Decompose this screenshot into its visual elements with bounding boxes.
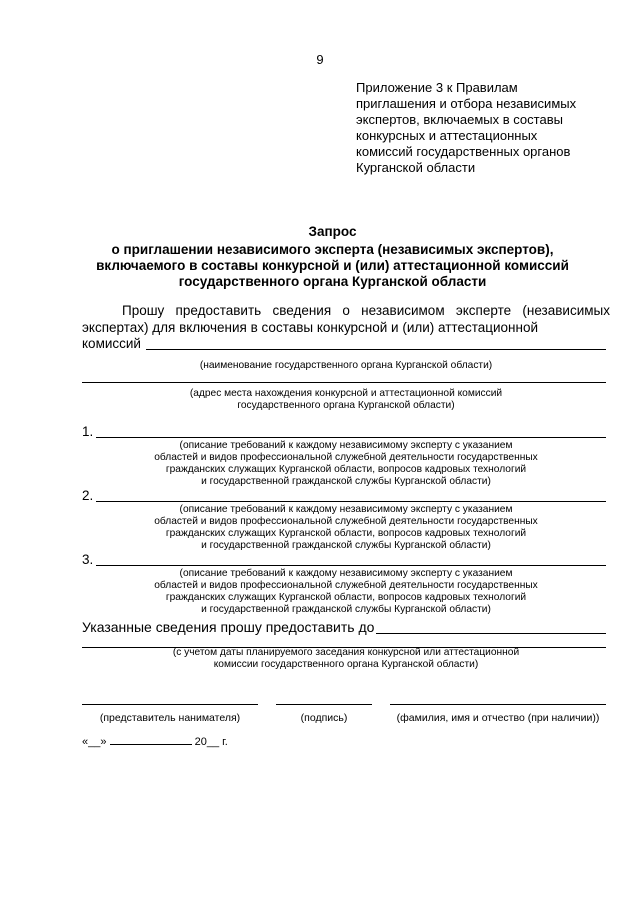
representative-caption: (представитель нанимателя) — [99, 712, 241, 724]
name-line — [390, 704, 606, 705]
address-line — [82, 382, 606, 383]
deadline-caption: (с учетом даты планируемого заседания конкурсной или аттестационной комиссии государственного органа Курганской области) — [172, 647, 520, 670]
document-subtitle: о приглашении независимого эксперта (независимых экспертов), включаемого в составы конкурсной и (или) аттестационной комиссий государственного органа Курганской области — [96, 242, 569, 289]
page-number: 9 — [316, 52, 324, 67]
item-line-1 — [96, 437, 606, 438]
date-year: 20__ г. — [194, 736, 228, 748]
annex-note: Приложение 3 к Правилам приглашения и отбора независимых экспертов, включаемых в составы конкурсных и аттестационных комиссий государственных органов Курганской области — [356, 80, 577, 175]
item-line-2 — [96, 501, 606, 502]
deadline-line — [376, 633, 606, 634]
item-caption-1: (описание требований к каждому независимому эксперту с указанием областей и видов профессиональной служебной деятельности государственных гражданских служащих Курганской области, вопросов кадровых технологий и государственной гражданской службы Курганской области) — [154, 440, 538, 487]
item-caption-2: (описание требований к каждому независимому эксперту с указанием областей и видов профессиональной служебной деятельности государственных гражданских служащих Курганской области, вопросов кадровых технологий и государственной гражданской службы Курганской области) — [154, 504, 538, 551]
request-paragraph: Прошу предоставить сведения о независимом эксперте (независимых экспертах) для включения в составы конкурсной и (или) аттестационной — [82, 303, 610, 335]
date-field — [82, 734, 228, 748]
representative-line — [82, 704, 258, 705]
item-line-3 — [96, 565, 606, 566]
commission-label: комиссий — [82, 336, 141, 351]
commission-line — [146, 349, 606, 350]
organ-caption: (наименование государственного органа Курганской области) — [199, 360, 493, 371]
name-caption: (фамилия, имя и отчество (при наличии)) — [396, 712, 600, 724]
signature-line — [276, 704, 372, 705]
item-caption-3: (описание требований к каждому независимому эксперту с указанием областей и видов профессиональной служебной деятельности государственных гражданских служащих Курганской области, вопросов кадровых технологий и государственной гражданской службы Курганской области) — [154, 568, 538, 615]
deadline-label: Указанные сведения прошу предоставить до — [82, 619, 375, 635]
item-number-1: 1. — [82, 424, 94, 439]
item-number-2: 2. — [82, 488, 94, 503]
address-caption: (адрес места нахождения конкурсной и аттестационной комиссий государственного органа Курганской области) — [189, 388, 503, 411]
signature-caption: (подпись) — [300, 712, 348, 724]
item-number-3: 3. — [82, 552, 94, 567]
date-month-blank — [110, 734, 192, 745]
document-title: Запрос — [308, 224, 357, 239]
date-day: «__» — [82, 736, 107, 748]
